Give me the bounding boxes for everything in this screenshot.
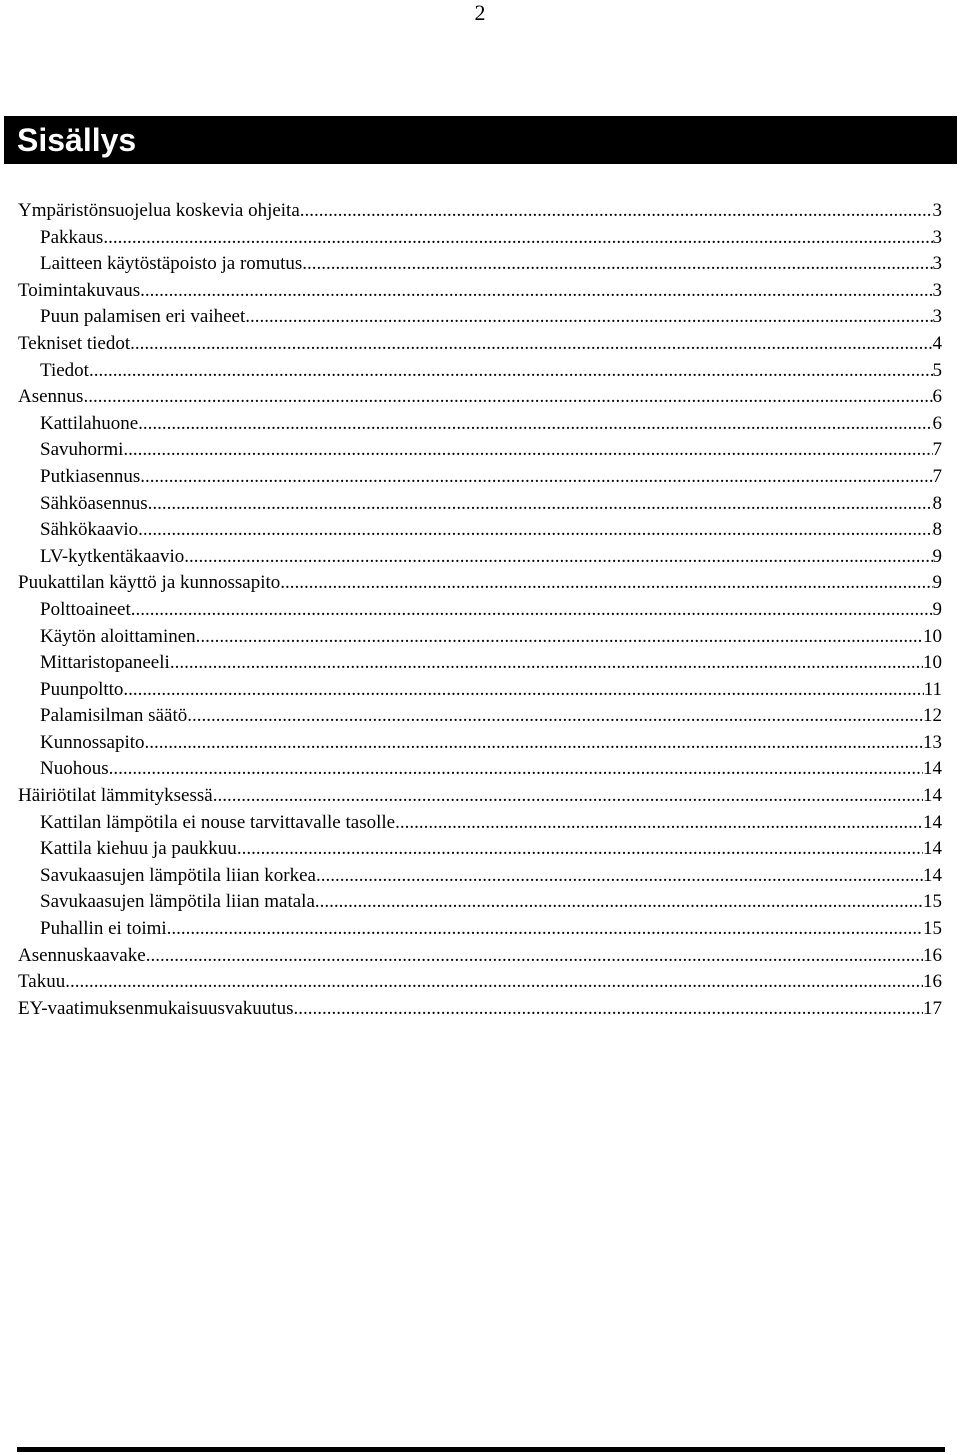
toc-entry-page: 14: [923, 811, 942, 833]
toc-entry-page: 9: [932, 598, 942, 620]
toc-entry-label: Puukattilan käyttö ja kunnossapito: [18, 572, 281, 594]
page-title: Sisällys: [17, 122, 137, 158]
toc-entry[interactable]: [18, 756, 942, 783]
toc-entry-label: Putkiasennus: [40, 465, 141, 487]
toc-entry-label: Savukaasujen lämpötila liian korkea: [40, 864, 316, 886]
toc-entry-page: 3: [932, 200, 942, 221]
toc-entry-label: Häiriötilat lämmityksessä: [18, 785, 213, 807]
toc-entry-label: LV-kytkentäkaavio: [40, 545, 185, 567]
toc-entry[interactable]: [18, 251, 942, 278]
toc-entry-page: 7: [932, 439, 942, 461]
toc-leader-dots: [131, 597, 933, 624]
toc-entry-page: 14: [923, 758, 942, 780]
toc-entry-page: 9: [932, 572, 942, 594]
toc-entry[interactable]: [18, 411, 942, 438]
toc-entry-label: Puun palamisen eri vaiheet: [40, 306, 246, 328]
toc-entry-label: Polttoaineet: [40, 598, 131, 620]
toc-leader-dots: [280, 570, 932, 597]
toc-leader-dots: [167, 916, 923, 943]
toc-leader-dots: [300, 198, 933, 225]
toc-entry-label: Palamisilman säätö: [40, 705, 188, 727]
toc-entry[interactable]: [18, 810, 942, 837]
toc-leader-dots: [138, 411, 932, 438]
toc-entry-page: 4: [932, 332, 942, 354]
toc-entry[interactable]: [18, 597, 942, 624]
toc-entry-label: Kattilan lämpötila ei nouse tarvittavalle tasolle: [40, 811, 396, 833]
toc-entry-page: 3: [932, 226, 942, 248]
toc-entry-label: Asennuskaavake: [18, 944, 146, 966]
toc-entry-page: 16: [923, 971, 942, 993]
toc-entry-label: Pakkaus: [40, 226, 104, 248]
toc-entry-label: Nuohous: [40, 758, 109, 780]
toc-entry-label: Asennus: [18, 386, 84, 408]
toc-entry-label: Laitteen käytöstäpoisto ja romutus: [40, 253, 303, 275]
toc-entry[interactable]: [18, 225, 942, 252]
toc-entry-label: Ympäristönsuojelua koskevia ohjeita: [18, 200, 300, 221]
toc-entry-label: Kattilahuone: [40, 412, 139, 434]
toc-leader-dots: [103, 225, 932, 252]
table-of-contents: [18, 198, 942, 1022]
toc-leader-dots: [140, 278, 932, 305]
toc-entry[interactable]: [18, 863, 942, 890]
toc-leader-dots: [109, 756, 923, 783]
toc-entry-label: Kunnossapito: [40, 731, 145, 753]
toc-entry-page: 3: [932, 279, 942, 301]
toc-leader-dots: [293, 996, 923, 1023]
toc-entry[interactable]: [18, 730, 942, 757]
toc-leader-dots: [245, 304, 932, 331]
toc-entry-label: Sähköasennus: [40, 492, 148, 514]
toc-entry-page: 15: [923, 891, 942, 913]
toc-entry-label: Toimintakuvaus: [18, 279, 141, 301]
toc-entry-page: 14: [923, 864, 942, 886]
toc-entry[interactable]: [18, 969, 942, 996]
toc-leader-dots: [213, 783, 923, 810]
toc-leader-dots: [395, 810, 923, 837]
toc-entry-page: 13: [923, 731, 942, 753]
toc-entry[interactable]: [18, 491, 942, 518]
toc-entry[interactable]: [18, 836, 942, 863]
toc-leader-dots: [130, 331, 932, 358]
toc-entry[interactable]: [18, 544, 942, 571]
toc-leader-dots: [302, 251, 932, 278]
toc-entry-label: Savukaasujen lämpötila liian matala: [40, 891, 315, 913]
toc-entry-page: 15: [923, 918, 942, 940]
toc-entry-label: Sähkökaavio: [40, 519, 139, 541]
toc-entry-page: 3: [932, 253, 942, 275]
toc-entry-label: Takuu: [18, 971, 66, 993]
toc-entry-page: 17: [923, 997, 942, 1019]
toc-entry-label: Tekniset tiedot: [18, 332, 131, 354]
page-number: 2: [474, 0, 486, 25]
toc-entry[interactable]: [18, 358, 942, 385]
toc-leader-dots: [148, 491, 933, 518]
toc-entry[interactable]: [18, 650, 942, 677]
toc-entry[interactable]: [18, 570, 942, 597]
toc-entry-page: 10: [923, 625, 942, 647]
toc-entry-label: Tiedot: [40, 359, 89, 381]
toc-leader-dots: [184, 544, 932, 571]
toc-entry-page: 8: [932, 519, 942, 541]
toc-entry-label: Puhallin ei toimi: [40, 918, 167, 940]
toc-entry[interactable]: [18, 677, 942, 704]
toc-entry-page: 6: [932, 412, 942, 434]
toc-entry-label: Puunpoltto: [40, 678, 124, 700]
toc-leader-dots: [145, 730, 924, 757]
toc-entry-page: 10: [923, 652, 942, 674]
title-bar: [4, 116, 957, 164]
toc-entry[interactable]: [18, 916, 942, 943]
toc-leader-dots: [140, 464, 932, 491]
toc-leader-dots: [196, 624, 923, 651]
toc-entry-page: 6: [932, 386, 942, 408]
toc-entry-page: 8: [932, 492, 942, 514]
toc-entry-page: 11: [923, 678, 942, 700]
toc-entry-page: 12: [923, 705, 942, 727]
toc-leader-dots: [123, 677, 923, 704]
toc-entry[interactable]: [18, 943, 942, 970]
toc-entry[interactable]: [18, 517, 942, 544]
toc-entry-page: 9: [932, 545, 942, 567]
toc-entry[interactable]: [18, 624, 942, 651]
toc-entry[interactable]: [18, 278, 942, 305]
toc-entry-page: 16: [923, 944, 942, 966]
toc-entry-page: 3: [932, 306, 942, 328]
toc-leader-dots: [146, 943, 923, 970]
toc-leader-dots: [316, 863, 923, 890]
toc-entry[interactable]: [18, 464, 942, 491]
toc-entry-page: 5: [932, 359, 942, 381]
toc-leader-dots: [123, 437, 932, 464]
toc-leader-dots: [138, 517, 932, 544]
toc-entry[interactable]: [18, 331, 942, 358]
toc-entry-page: 14: [923, 785, 942, 807]
toc-leader-dots: [89, 358, 933, 385]
toc-entry-label: EY-vaatimuksenmukaisuusvakuutus: [18, 997, 294, 1019]
toc-entry-label: Mittaristopaneeli: [40, 652, 170, 674]
toc-entry-label: Käytön aloittaminen: [40, 625, 196, 647]
toc-entry[interactable]: [18, 703, 942, 730]
footer-rule: [17, 1447, 945, 1452]
toc-leader-dots: [315, 889, 923, 916]
toc-entry[interactable]: [18, 304, 942, 331]
toc-leader-dots: [83, 384, 932, 411]
toc-entry-label: Savuhormi: [40, 439, 124, 461]
toc-entry-label: Kattila kiehuu ja paukkuu: [40, 838, 237, 860]
toc-entry[interactable]: [18, 783, 942, 810]
toc-entry[interactable]: [18, 996, 942, 1023]
toc-leader-dots: [187, 703, 923, 730]
toc-entry-page: 14: [923, 838, 942, 860]
toc-leader-dots: [170, 650, 923, 677]
toc-entry[interactable]: [18, 437, 942, 464]
toc-leader-dots: [65, 969, 923, 996]
toc-entry[interactable]: [18, 889, 942, 916]
toc-leader-dots: [237, 836, 923, 863]
toc-entry-page: 7: [932, 465, 942, 487]
toc-entry[interactable]: [18, 198, 942, 225]
toc-entry[interactable]: [18, 384, 942, 411]
